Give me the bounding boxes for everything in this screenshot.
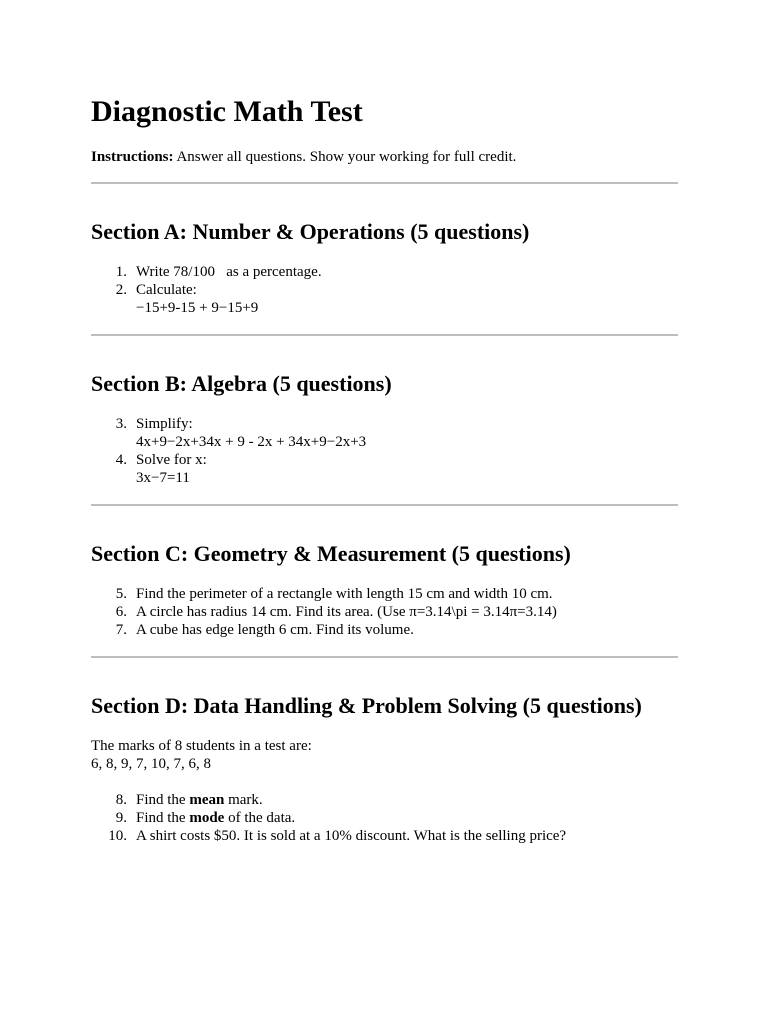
question-text: A circle has radius 14 cm. Find its area. (Use π=3.14\pi = 3.14π=3.14) xyxy=(136,604,557,620)
page-title: Diagnostic Math Test xyxy=(91,95,363,128)
data-values: 6, 8, 9, 7, 10, 7, 6, 8 xyxy=(91,756,211,772)
section-d-heading: Section D: Data Handling & Problem Solving (5 questions) xyxy=(91,693,642,718)
question-6 xyxy=(91,603,691,621)
data-intro: The marks of 8 students in a test are: xyxy=(91,738,312,754)
question-expression: −15+9-15 + 9−15+9 xyxy=(136,300,259,316)
question-number: 8. xyxy=(115,792,127,808)
question-number: 5. xyxy=(115,586,127,602)
section-d-questions xyxy=(91,791,691,845)
emphasis: mode xyxy=(189,810,225,826)
question-number: 10. xyxy=(108,828,127,844)
emphasis: mean xyxy=(189,792,225,808)
question-text: Calculate: xyxy=(136,282,197,298)
section-b-heading: Section B: Algebra (5 questions) xyxy=(91,371,392,396)
divider xyxy=(91,504,678,506)
question-text: Find the perimeter of a rectangle with length 15 cm and width 10 cm. xyxy=(136,586,553,602)
question-10 xyxy=(91,827,691,845)
question-5 xyxy=(91,585,691,603)
question-expression: 4x+9−2x+34x + 9 - 2x + 34x+9−2x+3 xyxy=(136,434,367,450)
question-8 xyxy=(91,791,691,809)
section-a-heading: Section A: Number & Operations (5 questions) xyxy=(91,219,530,244)
instructions-text: Answer all questions. Show your working for full credit. xyxy=(176,149,517,165)
question-number: 7. xyxy=(115,622,127,638)
question-text: A shirt costs $50. It is sold at a 10% discount. What is the selling price? xyxy=(136,828,567,844)
question-number: 4. xyxy=(115,452,127,468)
question-text: Solve for x: xyxy=(136,452,207,468)
question-2 xyxy=(91,281,691,317)
question-text: Write 78/100 as a percentage. xyxy=(136,264,322,280)
question-1 xyxy=(91,263,691,281)
instructions xyxy=(91,148,516,166)
question-number: 6. xyxy=(115,604,127,620)
question-4 xyxy=(91,451,691,487)
section-a-questions xyxy=(91,263,691,317)
question-9 xyxy=(91,809,691,827)
section-b-questions xyxy=(91,415,691,487)
section-c-questions xyxy=(91,585,691,639)
question-number: 9. xyxy=(115,810,127,826)
divider xyxy=(91,334,678,336)
question-number: 1. xyxy=(115,264,127,280)
question-number: 2. xyxy=(115,282,127,298)
instructions-label: Instructions: xyxy=(91,149,174,165)
question-text: Find the mean mark. xyxy=(136,792,263,808)
divider xyxy=(91,656,678,658)
question-number: 3. xyxy=(115,416,127,432)
question-7 xyxy=(91,621,691,639)
question-3 xyxy=(91,415,691,451)
question-expression: 3x−7=11 xyxy=(136,470,190,486)
section-c-heading: Section C: Geometry & Measurement (5 questions) xyxy=(91,541,571,566)
question-text: Find the mode of the data. xyxy=(136,810,296,826)
question-text: A cube has edge length 6 cm. Find its volume. xyxy=(136,622,414,638)
divider xyxy=(91,182,678,184)
question-text: Simplify: xyxy=(136,416,193,432)
